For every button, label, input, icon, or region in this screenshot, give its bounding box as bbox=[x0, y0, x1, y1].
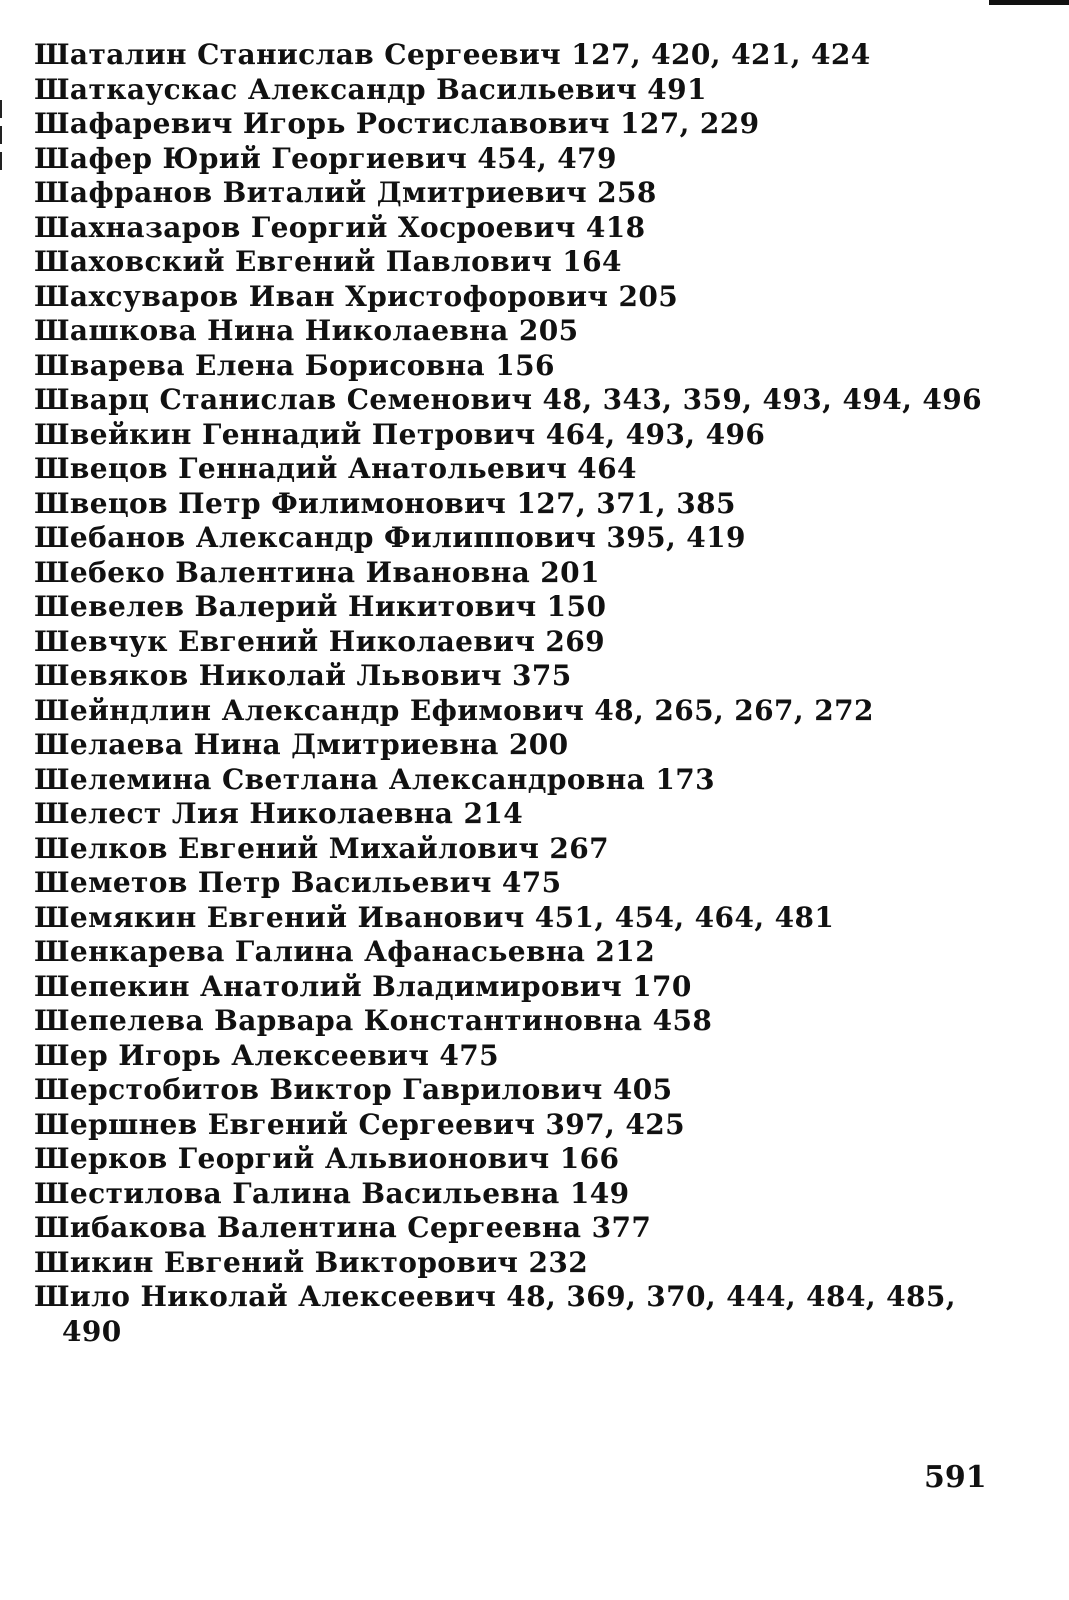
index-entry: Шварева Елена Борисовна 156 bbox=[34, 348, 555, 382]
index-entry: Шевелев Валерий Никитович 150 bbox=[34, 590, 607, 623]
index-entry: Шафер Юрий Георгиевич 454, 479 bbox=[34, 141, 617, 175]
index-entry: Шелемина Светлана Александровна 173 bbox=[34, 762, 715, 796]
index-entry: Шерстобитов Виктор Гаврилович 405 bbox=[34, 1073, 673, 1106]
index-entry: Шахназаров Георгий Хосроевич 418 bbox=[34, 210, 646, 244]
index-entry: Шенкарева Галина Афанасьевна 212 bbox=[34, 935, 656, 968]
index-entry: Шахсуваров Иван Христофорович 205 bbox=[34, 279, 679, 313]
index-entry: Шибакова Валентина Сергеевна 377 bbox=[34, 1211, 652, 1244]
name-index-list bbox=[34, 38, 994, 1349]
index-entry: Швейкин Геннадий Петрович 464, 493, 496 bbox=[34, 417, 766, 451]
index-entry: Шаховский Евгений Павлович 164 bbox=[34, 245, 622, 278]
index-entry: Шафаревич Игорь Ростиславович 127, 229 bbox=[34, 107, 760, 140]
index-entry: Шепелева Варвара Константиновна 458 bbox=[34, 1004, 713, 1037]
index-entry: Шейндлин Александр Ефимович 48, 265, 267, 272 bbox=[34, 693, 874, 727]
index-entry: Шафранов Виталий Дмитриевич 258 bbox=[34, 176, 657, 209]
index-entry: Шикин Евгений Викторович 232 bbox=[34, 1245, 589, 1279]
page-number: 591 bbox=[924, 1460, 987, 1495]
index-entry: Шершнев Евгений Сергеевич 397, 425 bbox=[34, 1107, 685, 1141]
index-entry: Шаткаускас Александр Васильевич 491 bbox=[34, 72, 707, 106]
index-entry: Швецов Петр Филимонович 127, 371, 385 bbox=[34, 486, 736, 520]
index-entry: Шепекин Анатолий Владимирович 170 bbox=[34, 969, 692, 1003]
index-entry: Шебанов Александр Филиппович 395, 419 bbox=[34, 521, 746, 554]
index-entry: Шашкова Нина Николаевна 205 bbox=[34, 314, 579, 347]
index-entry: Шебеко Валентина Ивановна 201 bbox=[34, 555, 600, 589]
index-entry: Шестилова Галина Васильевна 149 bbox=[34, 1176, 630, 1210]
index-entry: Шевчук Евгений Николаевич 269 bbox=[34, 624, 606, 658]
top-rule bbox=[989, 0, 1069, 5]
index-entry: Шаталин Станислав Сергеевич 127, 420, 421, 424 bbox=[34, 38, 871, 71]
index-entry: Шелков Евгений Михайлович 267 bbox=[34, 831, 610, 865]
index-entry: Шило Николай Алексеевич 48, 369, 370, 444, 484, 485, 490 bbox=[34, 1280, 956, 1348]
index-entry: Шварц Станислав Семенович 48, 343, 359, 493, 494, 496 bbox=[34, 383, 983, 416]
index-entry: Шемякин Евгений Иванович 451, 454, 464, 481 bbox=[34, 900, 835, 934]
index-entry: Шелест Лия Николаевна 214 bbox=[34, 797, 524, 830]
index-entry: Швецов Геннадий Анатольевич 464 bbox=[34, 452, 637, 485]
margin-marks bbox=[0, 100, 3, 200]
index-entry: Шеметов Петр Васильевич 475 bbox=[34, 866, 562, 899]
index-entry: Шер Игорь Алексеевич 475 bbox=[34, 1038, 500, 1072]
index-entry: Шерков Георгий Альвионович 166 bbox=[34, 1142, 620, 1175]
index-entry: Шевяков Николай Львович 375 bbox=[34, 659, 572, 692]
index-entry: Шелаева Нина Дмитриевна 200 bbox=[34, 728, 569, 761]
